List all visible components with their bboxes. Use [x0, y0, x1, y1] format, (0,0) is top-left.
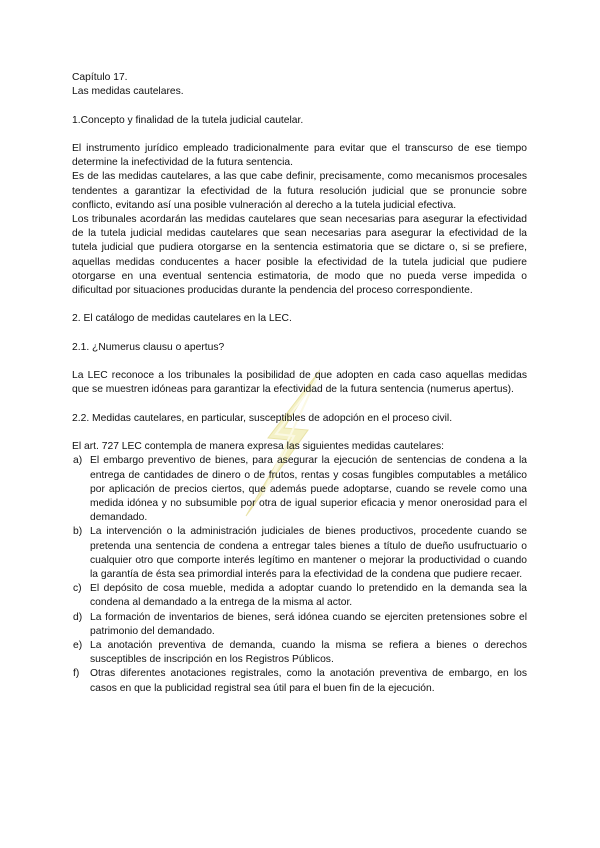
- list-intro: El art. 727 LEC contempla de manera expresa las siguientes medidas cautelares:: [72, 441, 445, 453]
- chapter-number: Capítulo 17.: [72, 72, 128, 83]
- section-1-heading: 1.Concepto y finalidad de la tutela judicial cautelar.: [72, 114, 304, 126]
- list-item-text: La formación de inventarios de bienes, será idónea cuando se ejerciten pretensiones sobre el patrimonio del demandado.: [90, 611, 527, 637]
- section-1-paragraph: Es de las medidas cautelares, a las que cabe definir, precisamente, como mecanismos procesales tendentes a garantizar la efectividad de la futura resolución judicial que se pronuncie sobre conflicto, evitando así una posible vulneración al derecho a la tutela judicial efectiva.: [72, 171, 527, 211]
- list-item: [72, 639, 527, 667]
- list-item-label: b): [73, 526, 83, 538]
- section-2-heading: 2. El catálogo de medidas cautelares en la LEC.: [72, 313, 292, 325]
- list-item-text: El depósito de cosa mueble, medida a adoptar cuando lo pretendido en la demanda sea la condena al demandado a la entrega de la misma al actor.: [90, 583, 527, 609]
- list-item-text: La anotación preventiva de demanda, cuando la misma se refiera a bienes o derechos susceptibles de inscripción en los Registros Públicos.: [90, 640, 527, 666]
- list-item-text: La intervención o la administración judiciales de bienes productivos, procedente cuando se pretenda una sentencia de condena a entregar tales bienes a título de dueño usufructuario o cualquier otro que comporte interés legítimo en mantener o mejorar la productividad o cuando la garantía de ésta sea primordial interés para la efectividad de la condena que pudiere recaer.: [90, 526, 527, 580]
- section-2-1-paragraph: La LEC reconoce a los tribunales la posibilidad de que adopten en cada caso aquellas medidas que se muestren idóneas para garantizar la efectividad de la futura sentencia (numerus apertus).: [72, 370, 527, 396]
- section-1-paragraph: El instrumento jurídico empleado tradicionalmente para evitar que el transcurso de ese tiempo determine la inefectividad de la futura sentencia.: [72, 142, 527, 169]
- list-item: [72, 582, 527, 610]
- list-item: [72, 525, 527, 582]
- section-1-paragraph: Los tribunales acordarán las medidas cautelares que sean necesarias para asegurar la efectividad de la tutela judicial medidas cautelares que sean necesarias para asegurar la efectividad de la tutela judicial que pudiera otorgarse en la sentencia estimatoria que se dictare o, si se prefiere, aquellas medidas conducentes a hacer posible la efectividad de la tutela judicial que pudiere otorgarse en una eventual sentencia estimatoria, de modo que no pueda verse impedida o dificultad por situaciones producidas durante la pendencia del proceso correspondiente.: [72, 214, 527, 297]
- list-item-text: El embargo preventivo de bienes, para asegurar la ejecución de sentencias de condena a la entrega de cantidades de dinero o de frutos, rentas y cosas fungibles computables a metálico por aplicación de precios ciertos, que además puede adoptarse, cuando se revele como una medida idónea y no subsumible por otra de igual superior eficacia y menor onerosidad para el demandado.: [90, 455, 527, 524]
- list-item-label: f): [73, 668, 80, 680]
- document-page: [72, 71, 527, 696]
- section-2-2-heading: 2.2. Medidas cautelares, en particular, susceptibles de adopción en el proceso civil.: [72, 412, 453, 424]
- section-2-1-heading: 2.1. ¿Numerus clausu o apertus?: [72, 341, 225, 353]
- list-item-label: a): [73, 455, 83, 467]
- list-item: [72, 667, 527, 695]
- list-item: [72, 611, 527, 639]
- list-item-label: e): [73, 640, 83, 652]
- list-item-text: Otras diferentes anotaciones registrales, como la anotación preventiva de embargo, en los casos en que la publicidad registral sea útil para el buen fin de la ejecución.: [90, 668, 527, 694]
- list-item: [72, 454, 527, 525]
- measures-list: [72, 454, 527, 695]
- list-item-label: c): [73, 583, 82, 595]
- chapter-title: Las medidas cautelares.: [72, 86, 184, 98]
- list-item-label: d): [73, 611, 83, 623]
